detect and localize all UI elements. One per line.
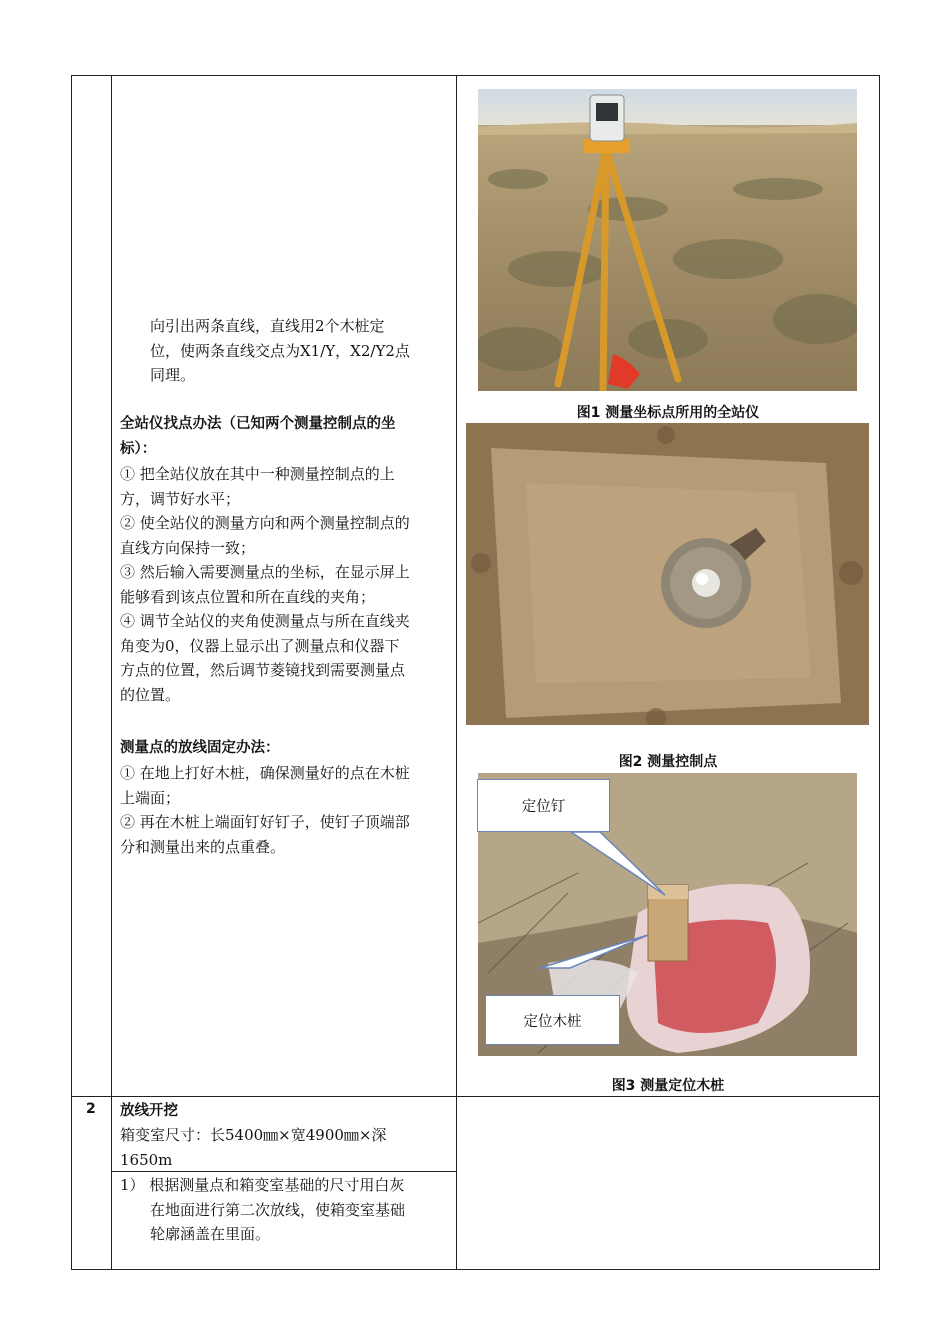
text-line: 在地面进行第二次放线，使箱变室基础 xyxy=(150,1200,406,1219)
fix-method-heading: 测量点的放线固定办法： xyxy=(120,740,280,756)
text-line: ① 在地上打好木桩，确保测量好的点在木桩 xyxy=(120,764,410,782)
total-station-heading: 全站仪找点办法（已知两个测量控制点的坐 标）： xyxy=(120,416,396,457)
figure-1-caption: 图1 测量坐标点所用的全站仪 xyxy=(576,405,760,421)
nail-callout: 定位钉 xyxy=(477,779,610,832)
row2-title: 放线开挖 xyxy=(120,1103,178,1119)
text-line: ② 使全站仪的测量方向和两个测量控制点的 xyxy=(120,514,410,532)
text-line: ② 再在木桩上端面钉好钉子，使钉子顶端部 xyxy=(120,813,410,831)
text-line: 分和测量出来的点重叠。 xyxy=(120,837,286,856)
figure-2-caption: 图2 测量控制点 xyxy=(618,754,718,770)
text-line: 的位置。 xyxy=(120,685,181,704)
text-line: 箱变室尺寸：长5400㎜×宽4900㎜×深 xyxy=(120,1126,387,1144)
text-line: 1） 根据测量点和箱变室基础的尺寸用白灰 xyxy=(120,1176,405,1194)
text-line: 位，使两条直线交点为X1/Y，X2/Y2点 xyxy=(150,341,410,360)
stake-callout: 定位木桩 xyxy=(485,995,620,1045)
text-line: ① 把全站仪放在其中一种测量控制点的上 xyxy=(120,465,395,483)
text-line: ④ 调节全站仪的夹角使测量点与所在直线夹 xyxy=(120,612,410,630)
text-line: 轮廓涵盖在里面。 xyxy=(150,1225,271,1243)
text-line: 角变为0，仪器上显示出了测量点和仪器下 xyxy=(120,636,400,655)
text-line: 1650m xyxy=(120,1150,173,1169)
text-line: 同理。 xyxy=(150,366,196,384)
row2-size xyxy=(120,1123,455,1172)
figure-3-caption: 图3 测量定位木桩 xyxy=(611,1078,725,1094)
text-line: 方，调节好水平； xyxy=(120,489,241,508)
text-line: 向引出两条直线，直线用2个木桩定 xyxy=(150,317,385,335)
text-line: 直线方向保持一致； xyxy=(120,538,256,557)
row2-step xyxy=(120,1173,455,1247)
text-line: 能够看到该点位置和所在直线的夹角； xyxy=(120,587,376,606)
text-line: 上端面； xyxy=(120,788,181,807)
row-number: 2 xyxy=(86,1101,96,1117)
text-line: ③ 然后输入需要测量点的坐标，在显示屏上 xyxy=(120,563,410,581)
text-line: 方点的位置，然后调节菱镜找到需要测量点 xyxy=(120,661,406,679)
